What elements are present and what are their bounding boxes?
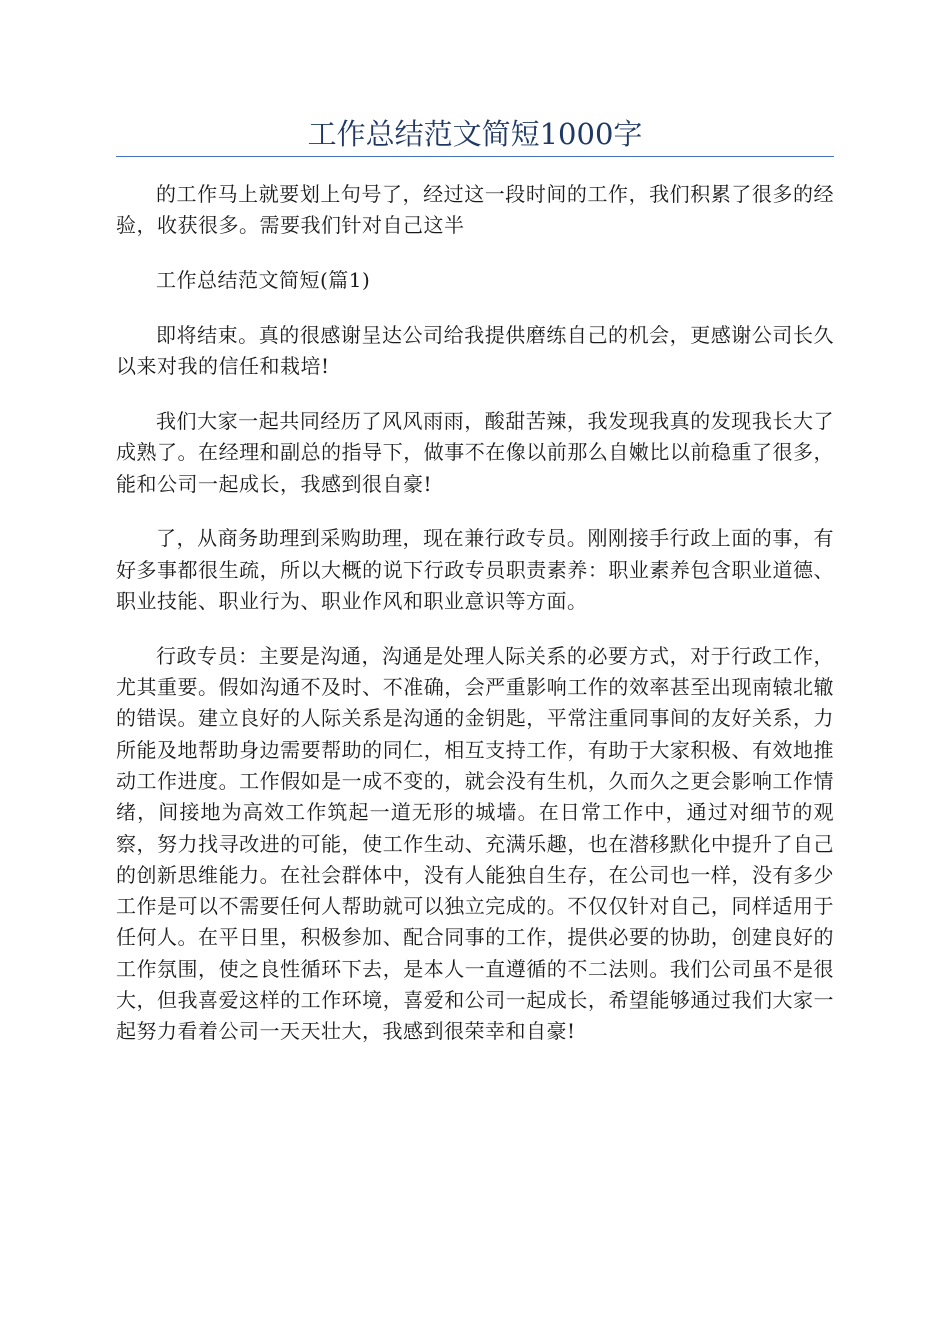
document-body [116, 179, 834, 1048]
paragraph-communication: 行政专员：主要是沟通，沟通是处理人际关系的必要方式，对于行政工作，尤其重要。假如沟通不及时、不准确，会严重影响工作的效率甚至出现南辕北辙的错误。建立良好的人际关系是沟通的金钥匙，平常注重同事间的友好关系，力所能及地帮助身边需要帮助的同仁，相互支持工作，有助于大家积极、有效地推动工作进度。工作假如是一成不变的，就会没有生机，久而久之更会影响工作情绪，间接地为高效工作筑起一道无形的城墙。在日常工作中，通过对细节的观察，努力找寻改进的可能，使工作生动、充满乐趣，也在潜移默化中提升了自己的创新思维能力。在社会群体中，没有人能独自生存，在公司也一样，没有多少工作是可以不需要任何人帮助就可以独立完成的。不仅仅针对自己，同样适用于任何人。在平日里，积极参加、配合同事的工作，提供必要的协助，创建良好的工作氛围，使之良性循环下去，是本人一直遵循的不二法则。我们公司虽不是很大，但我喜爱这样的工作环境，喜爱和公司一起成长，希望能够通过我们大家一起努力看着公司一天天壮大，我感到很荣幸和自豪! [116, 643, 834, 1044]
paragraph-intro: 的工作马上就要划上句号了，经过这一段时间的工作，我们积累了很多的经验，收获很多。需要我们针对自己这半 [116, 182, 834, 238]
paragraph-role: 了，从商务助理到采购助理，现在兼行政专员。刚刚接手行政上面的事，有好多事都很生疏，所以大概的说下行政专员职责素养：职业素养包含职业道德、职业技能、职业行为、职业作风和职业意识等方面。 [116, 526, 834, 613]
document-page [116, 0, 834, 1071]
title-underline [116, 156, 834, 157]
document-title: 工作总结范文简短1000字 [307, 117, 643, 151]
section-heading: 工作总结范文简短(篇1) [156, 268, 371, 293]
paragraph-growth: 我们大家一起共同经历了风风雨雨，酸甜苦辣，我发现我真的发现我长大了成熟了。在经理和副总的指导下，做事不在像以前那么自嫩比以前稳重了很多，能和公司一起成长，我感到很自豪! [116, 408, 834, 496]
paragraph-thanks: 即将结束。真的很感谢呈达公司给我提供磨练自己的机会，更感谢公司长久以来对我的信任和栽培! [116, 322, 834, 379]
